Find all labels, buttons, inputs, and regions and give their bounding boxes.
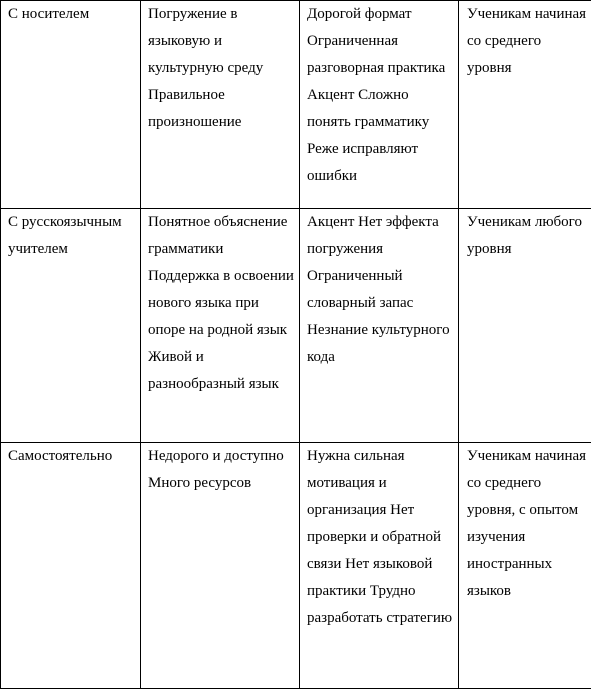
audience-cell xyxy=(459,209,591,443)
cons-text: Акцент Нет эффекта погружения Ограниченный словарный запас Незнание культурного кода xyxy=(307,209,454,371)
approach-cell xyxy=(1,443,141,689)
approach-cell xyxy=(1,1,141,209)
pros-cell xyxy=(141,1,300,209)
audience-text: Ученикам любого уровня xyxy=(467,209,587,263)
cons-text: Нужна сильная мотивация и организация Нет проверки и обратной связи Нет языковой практики Трудно разработать стратегию xyxy=(307,443,454,632)
audience-cell xyxy=(459,1,591,209)
audience-text: Ученикам начиная со среднего уровня xyxy=(467,1,587,82)
approach-text: С носителем xyxy=(8,1,136,28)
cons-cell xyxy=(300,209,459,443)
table-row xyxy=(1,443,591,689)
cons-cell xyxy=(300,1,459,209)
pros-cell xyxy=(141,443,300,689)
cons-cell xyxy=(300,443,459,689)
table-row xyxy=(1,1,591,209)
approach-text: Самостоятельно xyxy=(8,443,136,470)
approach-text: С русскоязычным учителем xyxy=(8,209,136,263)
audience-text: Ученикам начиная со среднего уровня, с опытом изучения иностранных языков xyxy=(467,443,587,605)
approach-cell xyxy=(1,209,141,443)
table-row xyxy=(1,209,591,443)
pros-text: Погружение в языковую и культурную среду Правильное произношение xyxy=(148,1,295,136)
pros-cell xyxy=(141,209,300,443)
pros-text: Понятное объяснение грамматики Поддержка в освоении нового языка при опоре на родной язык Живой и разнообразный язык xyxy=(148,209,295,398)
pros-text: Недорого и доступно Много ресурсов xyxy=(148,443,295,497)
cons-text: Дорогой формат Ограниченная разговорная практика Акцент Сложно понять грамматику Реже исправляют ошибки xyxy=(307,1,454,190)
audience-cell xyxy=(459,443,591,689)
